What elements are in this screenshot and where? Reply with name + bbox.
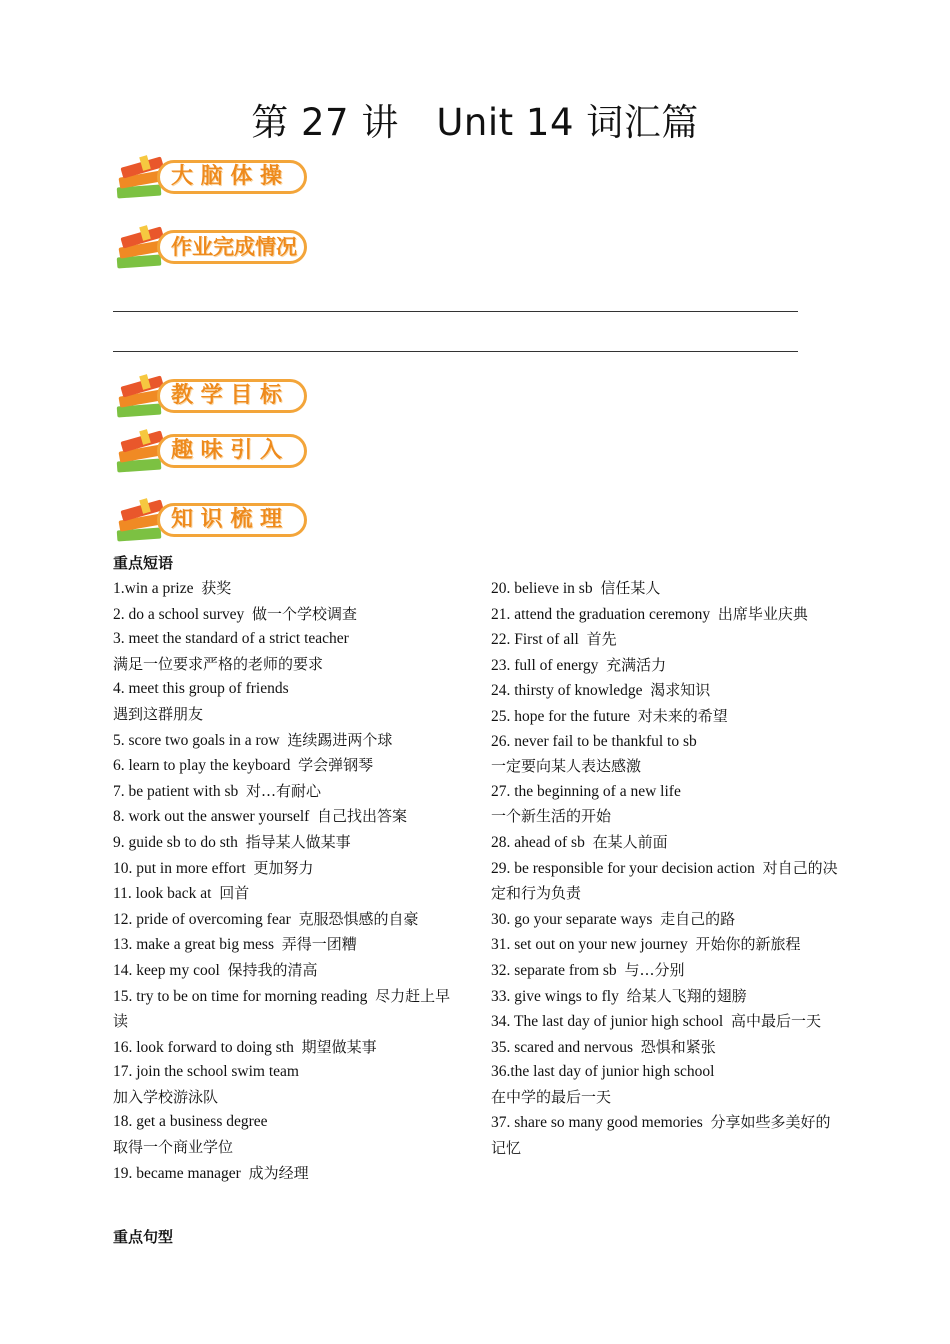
phrase-chinese: 一定要向某人表达感激 (491, 757, 642, 776)
phrase-entry (113, 1035, 461, 1061)
banner-label: 大 脑 体 操 (171, 164, 282, 189)
phrase-chinese: 对自己的决定和行为负责 (491, 858, 838, 903)
banner-brain-exercise (113, 154, 311, 206)
phrase-english: 31. set out on your new journey (491, 936, 688, 954)
phrase-chinese: 与…分别 (624, 960, 685, 979)
phrase-entry (113, 576, 461, 602)
phrase-chinese: 信任某人 (600, 579, 661, 597)
phrase-chinese: 期望做某事 (301, 1037, 377, 1056)
phrase-entry (491, 1110, 839, 1161)
phrase-english: 16. look forward to doing sth (113, 1038, 294, 1056)
phrase-entry (491, 856, 839, 907)
banner-label: 教 学 目 标 (171, 383, 282, 408)
phrase-entry (491, 1009, 839, 1035)
phrase-chinese: 弄得一团糟 (281, 935, 357, 954)
phrase-entry (113, 779, 461, 805)
phrase-entry (491, 984, 839, 1010)
phrase-english: 1.win a prize (113, 580, 194, 597)
sentences-heading: 重点句型 (113, 1228, 174, 1246)
phrase-entry (113, 881, 461, 907)
phrase-chinese: 克服恐惧感的自豪 (298, 909, 419, 928)
phrase-entry (491, 907, 839, 933)
phrase-chinese: 加入学校游泳队 (113, 1087, 219, 1106)
phrase-english: 36.the last day of junior high school (491, 1063, 715, 1081)
phrase-english: 10. put in more effort (113, 859, 246, 877)
phrase-chinese: 取得一个商业学位 (113, 1138, 234, 1157)
phrase-english: 25. hope for the future (491, 707, 631, 725)
phrase-english: 20. believe in sb (491, 580, 593, 597)
phrase-english: 32. separate from sb (491, 961, 617, 979)
phrase-english: 26. never fail to be thankful to sb (491, 732, 697, 750)
phrase-entry (491, 602, 839, 628)
phrase-chinese: 获奖 (201, 579, 232, 597)
answer-line (113, 311, 798, 312)
phrase-english: 3. meet the standard of a strict teacher (113, 630, 349, 648)
phrase-entry (113, 907, 461, 933)
phrase-chinese: 一个新生活的开始 (491, 807, 612, 826)
phrase-entry (491, 576, 839, 602)
phrase-chinese: 连续踢进两个球 (287, 730, 393, 749)
banner-label: 作业完成情况 (171, 235, 297, 259)
phrase-entry (113, 602, 461, 628)
phrase-english: 27. the beginning of a new life (491, 782, 681, 800)
phrase-chinese: 开始你的新旅程 (695, 935, 801, 954)
phrase-entry (113, 856, 461, 882)
phrase-chinese: 更加努力 (253, 858, 314, 877)
phrase-chinese: 恐惧和紧张 (640, 1037, 716, 1056)
phrase-entry (113, 932, 461, 958)
phrase-entry (113, 627, 461, 677)
phrase-english: 11. look back at (113, 885, 212, 903)
phrase-chinese: 首先 (586, 630, 617, 649)
phrase-entry (491, 653, 839, 679)
phrase-chinese: 保持我的清高 (227, 960, 318, 979)
phrase-entry (491, 958, 839, 984)
banner-fun-intro (113, 428, 311, 480)
phrase-entry (113, 1060, 461, 1110)
phrase-english: 2. do a school survey (113, 605, 245, 623)
phrase-entry (113, 984, 461, 1035)
phrase-entry (491, 730, 839, 780)
phrase-entry (491, 1060, 839, 1110)
phrase-chinese: 自己找出答案 (317, 807, 408, 826)
phrase-chinese: 高中最后一天 (730, 1012, 821, 1031)
phrase-chinese: 走自己的路 (660, 909, 736, 928)
phrase-chinese: 做一个学校调查 (252, 604, 358, 623)
phrase-english: 9. guide sb to do sth (113, 833, 238, 851)
phrase-chinese: 学会弹钢琴 (298, 756, 374, 775)
phrase-entry (113, 1161, 461, 1187)
phrase-english: 24. thirsty of knowledge (491, 682, 643, 700)
phrase-chinese: 分享如些多美好的记忆 (491, 1113, 831, 1158)
phrase-entry (113, 728, 461, 754)
phrase-english: 14. keep my cool (113, 961, 220, 979)
phrase-english: 7. be patient with sb (113, 782, 239, 800)
phrase-list-left (113, 576, 461, 1186)
phrase-entry (113, 804, 461, 830)
phrase-chinese: 在某人前面 (592, 832, 668, 851)
phrase-chinese: 满足一位要求严格的老师的要求 (113, 654, 324, 673)
phrase-english: 29. be responsible for your decision action (491, 859, 755, 877)
phrase-list-right (491, 576, 839, 1162)
phrase-entry (113, 958, 461, 984)
answer-line (113, 351, 798, 352)
phrase-chinese: 出席毕业庆典 (717, 604, 808, 623)
phrase-english: 34. The last day of junior high school (491, 1013, 724, 1031)
phrase-chinese: 尽力赶上早读 (113, 986, 451, 1031)
phrase-english: 30. go your separate ways (491, 910, 653, 928)
phrase-english: 15. try to be on time for morning reading (113, 987, 368, 1005)
phrase-english: 22. First of all (491, 631, 579, 649)
banner-label: 知 识 梳 理 (171, 507, 282, 532)
phrase-entry (113, 677, 461, 727)
phrase-chinese: 成为经理 (248, 1163, 309, 1182)
phrase-english: 23. full of energy (491, 656, 599, 674)
phrase-entry (491, 830, 839, 856)
phrase-chinese: 给某人飞翔的翅膀 (626, 986, 747, 1005)
phrase-english: 12. pride of overcoming fear (113, 910, 291, 928)
phrase-chinese: 回首 (219, 884, 250, 903)
phrase-english: 8. work out the answer yourself (113, 808, 310, 826)
phrase-english: 18. get a business degree (113, 1113, 268, 1131)
phrase-english: 35. scared and nervous (491, 1038, 634, 1056)
phrase-english: 21. attend the graduation ceremony (491, 605, 711, 623)
phrase-entry (491, 678, 839, 704)
phrase-chinese: 指导某人做某事 (245, 832, 351, 851)
phrase-chinese: 渴求知识 (650, 681, 711, 700)
phrase-chinese: 遇到这群朋友 (113, 704, 204, 723)
phrase-english: 4. meet this group of friends (113, 680, 289, 698)
phrase-english: 28. ahead of sb (491, 833, 585, 851)
phrase-english: 37. share so many good memories (491, 1114, 703, 1132)
phrase-entry (491, 780, 839, 830)
phrase-entry (491, 932, 839, 958)
banner-homework-status (113, 224, 311, 276)
phrase-chinese: 在中学的最后一天 (491, 1087, 612, 1106)
phrase-english: 13. make a great big mess (113, 936, 274, 954)
banner-label: 趣 味 引 入 (171, 438, 282, 463)
phrase-entry (113, 753, 461, 779)
banner-knowledge-review (113, 497, 311, 549)
phrase-chinese: 充满活力 (606, 655, 667, 674)
phrase-chinese: 对…有耐心 (246, 781, 322, 800)
phrase-entry (491, 1035, 839, 1061)
page-title: 第 27 讲 Unit 14 词汇篇 (251, 101, 699, 144)
phrase-entry (491, 627, 839, 653)
phrase-entry (113, 830, 461, 856)
phrase-english: 5. score two goals in a row (113, 731, 280, 749)
phrase-entry (113, 1110, 461, 1160)
phrase-english: 33. give wings to fly (491, 987, 619, 1005)
phrase-entry (491, 704, 839, 730)
phrase-english: 17. join the school swim team (113, 1063, 299, 1081)
phrase-english: 19. became manager (113, 1164, 241, 1182)
phrase-english: 6. learn to play the keyboard (113, 757, 291, 775)
banner-teaching-goals (113, 373, 311, 425)
phrases-heading: 重点短语 (113, 554, 174, 572)
phrase-chinese: 对未来的希望 (637, 706, 728, 725)
